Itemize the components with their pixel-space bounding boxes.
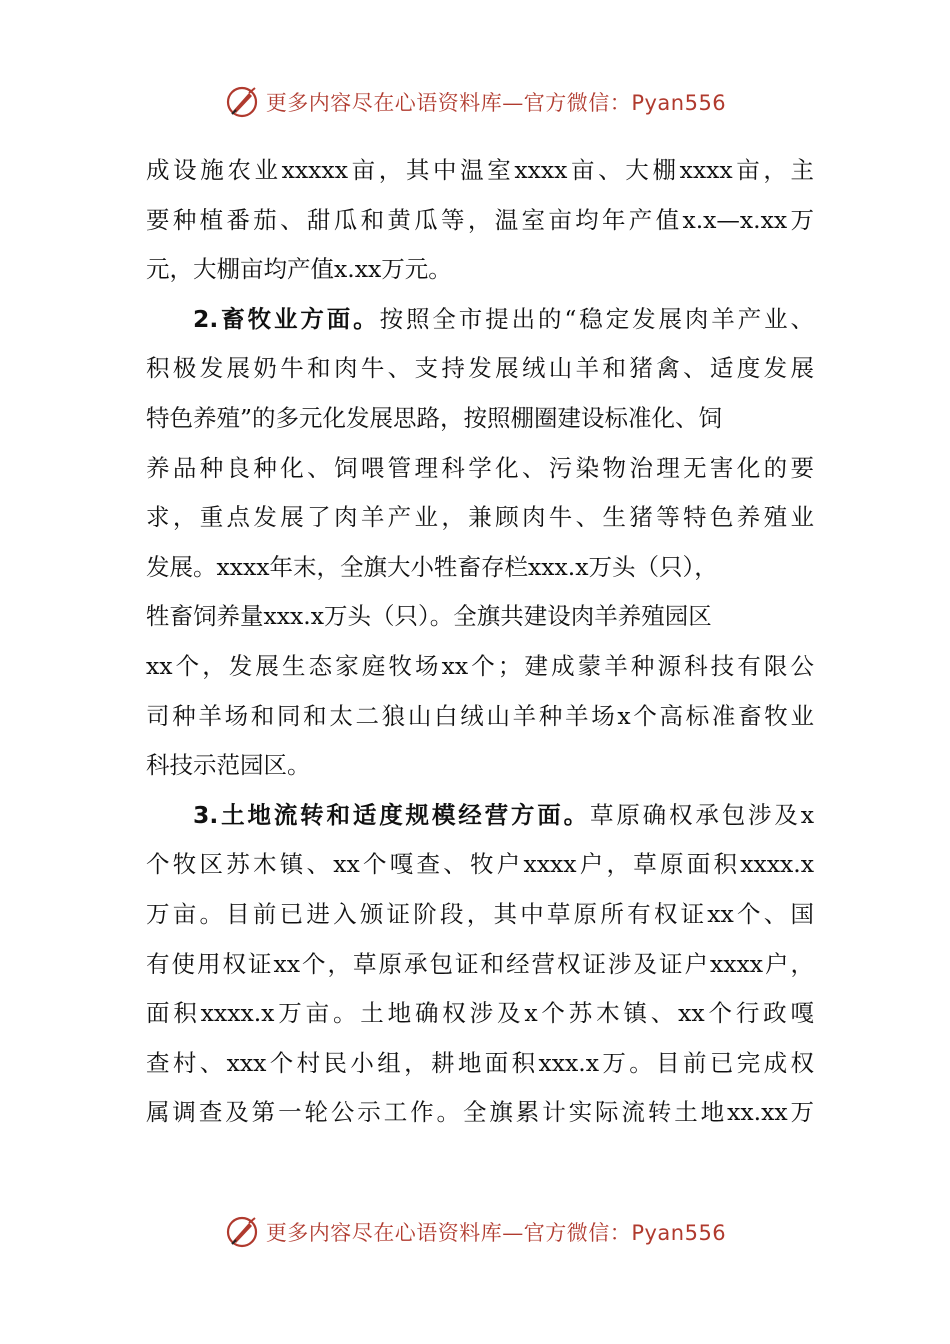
section-heading-land: 3.土地流转和适度规模经营方面。 [193, 800, 590, 829]
section-heading-livestock: 2.畜牧业方面。 [193, 304, 380, 333]
text-line: 特色养殖”的多元化发展思路，按照棚圈建设标准化、饲 [146, 403, 723, 432]
text-line: 求，重点发展了肉羊产业，兼顾肉牛、生猪等特色养殖业 [146, 503, 814, 532]
wechat-id: Pyan556 [631, 91, 727, 115]
text-line: 养品种良种化、饲喂管理科学化、污染物治理无害化的要 [146, 453, 814, 482]
text-line: 个牧区苏木镇、xx个嘎查、牧户xxxx户，草原面积xxxx.x [146, 850, 814, 879]
header-banner [0, 82, 950, 122]
footer-banner [0, 1212, 950, 1252]
paragraph-line: 3.土地流转和适度规模经营方面。草原确权承包涉及x [193, 800, 814, 829]
wechat-id: Pyan556 [631, 1221, 727, 1245]
text-line: 元，大棚亩均产值x.xx万元。 [146, 255, 452, 284]
quill-logo-icon [224, 84, 260, 120]
text-line: 发展。xxxx年末，全旗大小牲畜存栏xxx.x万头（只）， [146, 552, 718, 581]
text-line: 面积xxxx.x万亩。土地确权涉及x个苏木镇、xx个行政嘎 [146, 999, 814, 1028]
banner-text: 更多内容尽在心语资料库—官方微信：Pyan556 [265, 1221, 727, 1245]
text-line: 成设施农业xxxxx亩，其中温室xxxx亩、大棚xxxx亩，主 [146, 156, 814, 184]
quill-logo-icon [224, 1214, 260, 1250]
text-line: 属调查及第一轮公示工作。全旗累计实际流转土地xx.xx万 [146, 1098, 814, 1127]
text-line: 要种植番茄、甜瓜和黄瓜等，温室亩均年产值x.x—x.xx万 [146, 205, 814, 234]
text-line: 牲畜饲养量xxx.x万头（只）。全旗共建设肉羊养殖园区 [146, 602, 712, 631]
text-line: 科技示范园区。 [146, 751, 311, 780]
text-line: 积极发展奶牛和肉牛、支持发展绒山羊和猪禽、适度发展 [146, 354, 814, 383]
text-line: 查村、xxx个村民小组，耕地面积xxx.x万。目前已完成权 [146, 1048, 814, 1077]
banner-text: 更多内容尽在心语资料库—官方微信：Pyan556 [265, 91, 727, 115]
text-line: 司种羊场和同和太二狼山白绒山羊种羊场x个高标准畜牧业 [146, 701, 814, 730]
text-line: 万亩。目前已进入颁证阶段，其中草原所有权证xx个、国 [146, 899, 814, 928]
document-body [146, 146, 814, 1138]
text-line: 有使用权证xx个，草原承包证和经营权证涉及证户xxxx户， [146, 949, 814, 978]
text-line: xx个，发展生态家庭牧场xx个；建成蒙羊种源科技有限公 [146, 651, 814, 680]
paragraph-line: 2.畜牧业方面。按照全市提出的“稳定发展肉羊产业、 [193, 304, 815, 333]
